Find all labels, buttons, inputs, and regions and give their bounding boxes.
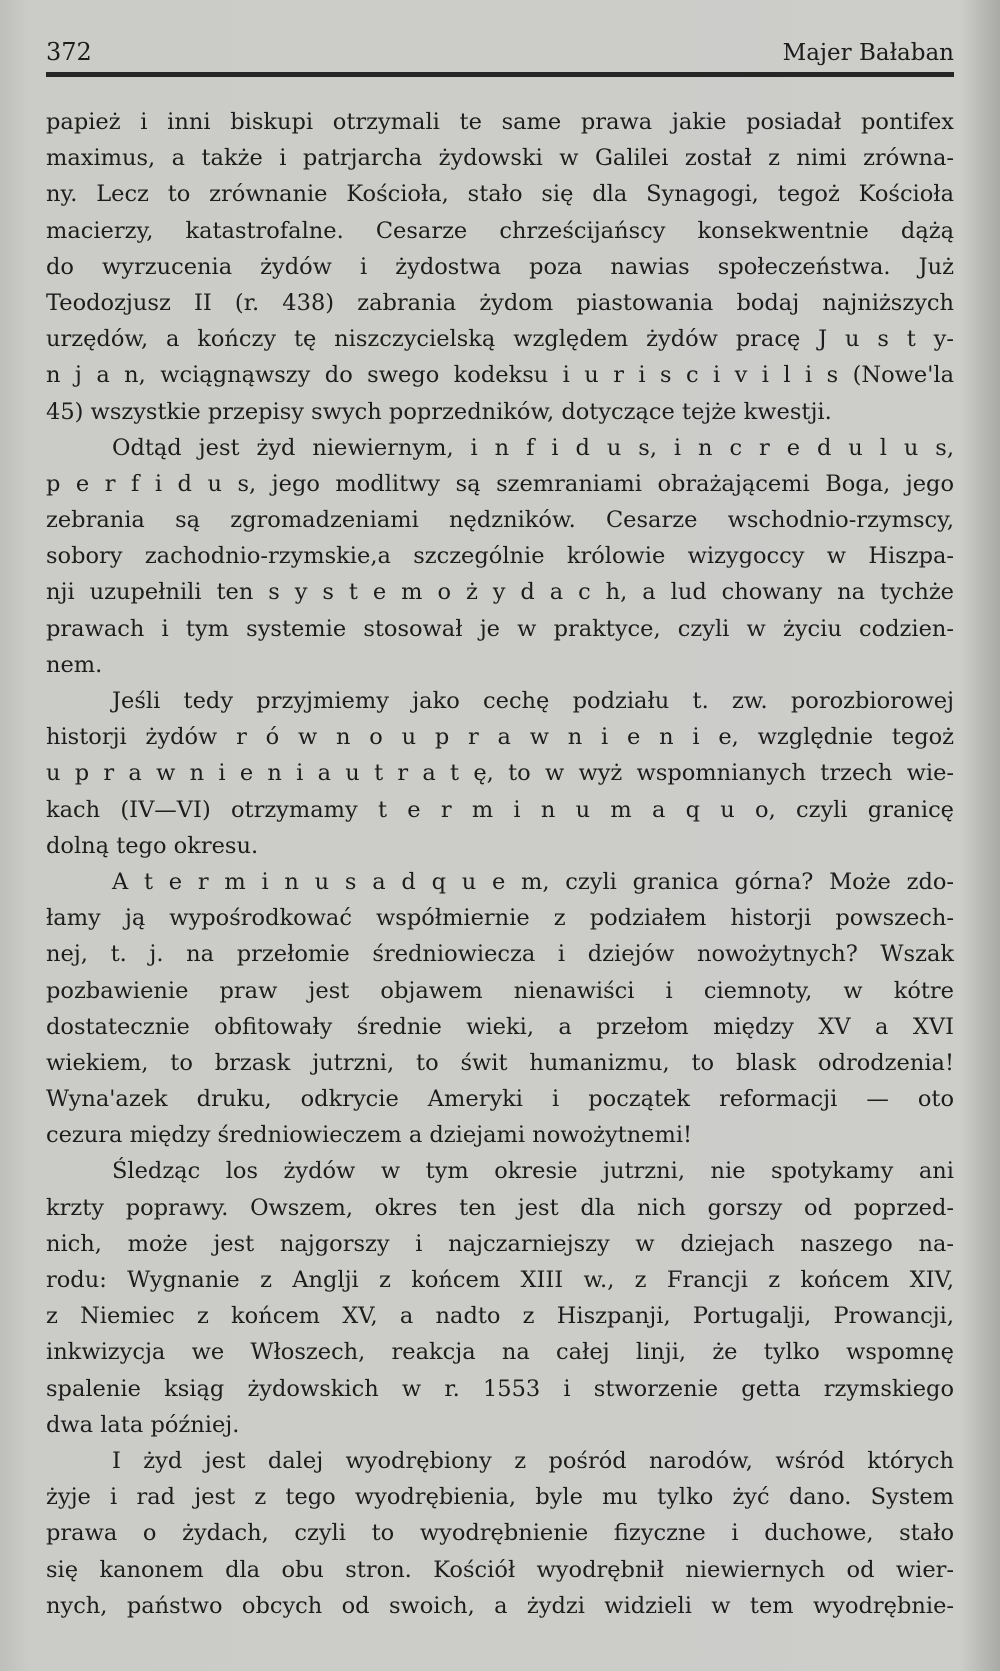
text-line: prawach i tym systemie stosował je w praktyce, czyli w życiu codzien- — [46, 615, 954, 642]
text-line: prawa o żydach, czyli to wyodrębnienie fizyczne i duchowe, stało — [46, 1520, 954, 1547]
text-line: sobory zachodnio-rzymskie,a szczególnie królowie wizygoccy w Hiszpa- — [46, 543, 954, 570]
page-header — [46, 38, 954, 72]
text-line: żyje i rad jest z tego wyodrębienia, byle mu tylko żyć dano. System — [46, 1484, 954, 1511]
text-line: dwa lata później. — [46, 1411, 240, 1438]
text-line: wiekiem, to brzask jutrzni, to świt humanizmu, to blask odrodzenia! — [46, 1049, 954, 1076]
text-line: pozbawienie praw jest objawem nienawiści i ciemnoty, w kótre — [46, 977, 954, 1004]
text-line: u p r a w n i e n i a u t r a t ę, to w wyż wspomnianych trzech wie- — [46, 760, 954, 787]
text-line: nych, państwo obcych od swoich, a żydzi widzieli w tem wyodrębnie- — [46, 1592, 954, 1619]
text-line: p e r f i d u s, jego modlitwy są szemraniami obrażającemi Boga, jego — [46, 470, 954, 497]
text-line: maximus, a także i patrjarcha żydowski w Galilei został z nimi zrówna- — [46, 145, 954, 172]
text-line: do wyrzucenia żydów i żydostwa poza nawias społeczeństwa. Już — [46, 253, 954, 280]
running-head: Majer Bałaban — [782, 40, 954, 66]
text-line: łamy ją wypośrodkować współmiernie z podziałem historji powszech- — [46, 905, 954, 932]
page-number: 372 — [46, 38, 92, 66]
text-line: 45) wszystkie przepisy swych poprzedników, dotyczące tejże kwestji. — [46, 398, 832, 425]
text-line: spalenie ksiąg żydowskich w r. 1553 i stworzenie getta rzymskiego — [46, 1375, 954, 1402]
text-line: nem. — [46, 651, 103, 678]
text-line: kach (IV—VI) otrzymamy t e r m i n u m a q u o, czyli granicę — [46, 796, 954, 823]
text-line: I żyd jest dalej wyodrębiony z pośród narodów, wśród których — [112, 1447, 954, 1474]
text-line: n j a n, wciągnąwszy do swego kodeksu i u r i s c i v i l i s (Nowe'la — [46, 362, 954, 389]
text-line: cezura między średniowieczem a dziejami nowożytnemi! — [46, 1122, 693, 1149]
text-line: krzty poprawy. Owszem, okres ten jest dla nich gorszy od poprzed- — [46, 1194, 954, 1221]
text-line: Odtąd jest żyd niewiernym, i n f i d u s, i n c r e d u l u s, — [112, 434, 954, 461]
text-line: ny. Lecz to zrównanie Kościoła, stało się dla Synagogi, tegoż Kościoła — [46, 181, 954, 208]
header-rule — [46, 72, 954, 77]
text-line: dostatecznie obfitowały średnie wieki, a przełom między XV a XVI — [46, 1013, 954, 1040]
text-line: Wyna'azek druku, odkrycie Ameryki i początek reformacji — oto — [46, 1086, 954, 1113]
text-line: nej, t. j. na przełomie średniowiecza i dziejów nowożytnych? Wszak — [46, 941, 954, 968]
text-line: nich, może jest najgorszy i najczarniejszy w dziejach naszego na- — [46, 1230, 954, 1257]
text-line: Teodozjusz II (r. 438) zabrania żydom piastowania bodaj najniższych — [46, 289, 954, 316]
text-line: rodu: Wygnanie z Anglji z końcem XIII w., z Francji z końcem XIV, — [46, 1267, 954, 1293]
body-text — [46, 104, 954, 1624]
text-line: Śledząc los żydów w tym okresie jutrzni, nie spotykamy ani — [112, 1158, 954, 1185]
text-line: zebrania są zgromadzeniami nędzników. Cesarze wschodnio-rzymscy, — [46, 507, 954, 534]
text-line: Jeśli tedy przyjmiemy jako cechę podziału t. zw. porozbiorowej — [112, 688, 954, 714]
text-line: dolną tego okresu. — [46, 832, 259, 859]
text-line: papież i inni biskupi otrzymali te same prawa jakie posiadał pontifex — [46, 109, 954, 135]
text-line: nji uzupełnili ten s y s t e m o ż y d a c h, a lud chowany na tychże — [46, 579, 954, 606]
text-line: macierzy, katastrofalne. Cesarze chrześcijańscy konsekwentnie dążą — [46, 217, 954, 244]
text-line: A t e r m i n u s a d q u e m, czyli granica górna? Może zdo- — [112, 868, 954, 895]
text-line: inkwizycja we Włoszech, reakcja na całej linji, że tylko wspomnę — [46, 1339, 954, 1366]
text-line: się kanonem dla obu stron. Kościół wyodrębnił niewiernych od wier- — [46, 1556, 954, 1583]
text-line: z Niemiec z końcem XV, a nadto z Hiszpanji, Portugalji, Prowancji, — [46, 1303, 954, 1330]
text-line: historji żydów r ó w n o u p r a w n i e n i e, względnie tegoż — [46, 724, 954, 751]
text-line: urzędów, a kończy tę niszczycielską względem żydów pracę J u s t y- — [46, 326, 954, 353]
